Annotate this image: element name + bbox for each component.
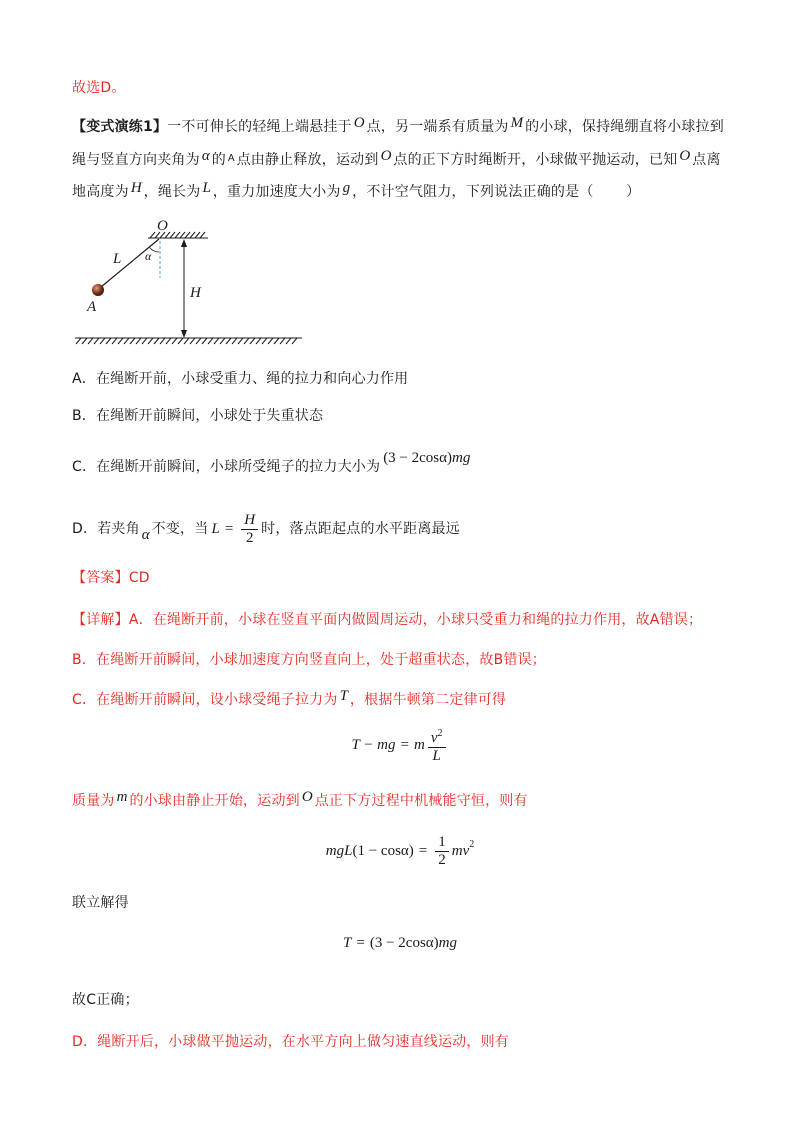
- var-v: v: [430, 730, 438, 746]
- explanation-text: 质量为: [72, 793, 115, 809]
- answer-label: 【答案】: [72, 570, 129, 586]
- ground-hatch-mark: [232, 338, 237, 344]
- stem-text: ，不计空气阻力，下列说法正确的是（ ）: [352, 184, 641, 200]
- fraction-numerator: [428, 725, 446, 747]
- height-arrow-top: [181, 239, 187, 247]
- rope: [101, 239, 159, 287]
- ground-hatch-mark: [250, 338, 255, 344]
- equals-sign: =: [356, 934, 365, 951]
- ground-hatch-mark: [160, 338, 165, 344]
- equation-tension-result: [0, 921, 800, 965]
- formula-paren: (3 − 2cosα): [383, 450, 452, 466]
- ground-hatch-mark: [178, 338, 183, 344]
- option-b: [72, 406, 323, 426]
- stem-text: 的: [211, 152, 226, 168]
- math-var-alpha: α: [141, 527, 150, 543]
- explanation-d-intro: [72, 1032, 509, 1052]
- ground-hatch-mark: [184, 338, 189, 344]
- ceiling-hatch-mark: [150, 232, 155, 238]
- ground-hatch-mark: [244, 338, 249, 344]
- explanation-combine-text: 联立解得: [72, 895, 129, 911]
- figure-label-O: O: [157, 218, 168, 234]
- ground-hatch-mark: [268, 338, 273, 344]
- math-var-O: O: [353, 115, 365, 131]
- ground-hatch-mark: [130, 338, 135, 344]
- explanation-text: 点正下方过程中机械能守恒，则有: [314, 793, 528, 809]
- height-arrow-bottom: [181, 330, 187, 338]
- explanation-c-conclusion: [72, 990, 139, 1010]
- option-d: [72, 509, 460, 549]
- ceiling-hatch-mark: [200, 232, 205, 238]
- option-c-text: C．在绳断开前瞬间，小球所受绳子的拉力大小为: [72, 459, 381, 475]
- explanation-combine: [72, 893, 129, 913]
- ground-hatch-mark: [166, 338, 171, 344]
- ground-hatch-mark: [292, 338, 297, 344]
- math-var-m: m: [116, 789, 128, 805]
- ground-hatch-mark: [76, 338, 81, 344]
- exponent: 2: [469, 838, 475, 850]
- figure-label-L: L: [113, 251, 122, 267]
- fraction-numerator: H: [244, 511, 256, 528]
- stem-text: ，绳长为: [143, 184, 201, 200]
- option-d-text: 时，落点距起点的水平距离最远: [261, 521, 460, 537]
- ground-hatch-mark: [208, 338, 213, 344]
- ground-hatch-mark: [148, 338, 153, 344]
- eq3-paren: (3 − 2cosα): [369, 934, 439, 951]
- math-var-O: O: [380, 148, 392, 164]
- ground-hatch-mark: [88, 338, 93, 344]
- explanation-d-text: D．绳断开后，小球做平抛运动，在水平方向上做匀速直线运动，则有: [72, 1034, 509, 1050]
- math-var-M: M: [510, 115, 524, 131]
- explanation-b-text: B．在绳断开前瞬间，小球加速度方向竖直向上，处于超重状态，故B错误；: [72, 652, 547, 668]
- fraction-denominator: 2: [435, 851, 449, 869]
- ground-hatch-mark: [190, 338, 195, 344]
- explanation-text: 的小球由静止开始，运动到: [129, 793, 300, 809]
- explanation-text: C．在绳断开前瞬间，设小球受绳子拉力为: [72, 692, 338, 708]
- stem-text: ，重力加速度大小为: [212, 184, 341, 200]
- ceiling-hatch-mark: [175, 232, 180, 238]
- previous-conclusion: [72, 78, 126, 98]
- eq3-tail: mg: [438, 934, 457, 951]
- math-var-A: A: [227, 153, 235, 164]
- ceiling-hatch-mark: [185, 232, 190, 238]
- ground-hatch-mark: [256, 338, 261, 344]
- stem-text: 绳与竖直方向夹角为: [72, 152, 200, 168]
- math-var-L: L: [211, 521, 220, 537]
- eq3-lhs: T: [343, 934, 352, 951]
- explanation-a: [72, 610, 702, 630]
- stem-text: 地高度为: [72, 184, 129, 200]
- option-c-formula: [383, 448, 470, 468]
- ground-hatch-mark: [154, 338, 159, 344]
- eq1-lhs: T − mg: [351, 736, 396, 753]
- option-a-text: A．在绳断开前，小球受重力、绳的拉力和向心力作用: [72, 371, 409, 387]
- math-var-H: H: [130, 180, 142, 196]
- stem-text: 点由静止释放，运动到: [236, 152, 379, 168]
- ground-hatch-mark: [274, 338, 279, 344]
- ground-hatch-mark: [226, 338, 231, 344]
- ground-hatch-mark: [124, 338, 129, 344]
- equation-energy-conservation: [0, 829, 800, 873]
- ground-hatch-mark: [118, 338, 123, 344]
- ground-hatch-mark: [280, 338, 285, 344]
- stem-text: 的小球，保持绳绷直将小球拉到: [525, 119, 724, 135]
- fraction-H-over-2: [241, 512, 258, 547]
- math-var-O: O: [679, 148, 691, 164]
- math-var-T: T: [339, 688, 348, 704]
- ground-hatch-mark: [220, 338, 225, 344]
- explanation-b: [72, 650, 546, 670]
- problem-stem-line-1: [72, 117, 724, 137]
- stem-text: 点的正下方时绳断开，小球做平抛运动，已知: [393, 152, 678, 168]
- eq2-paren: (1 − cosα): [352, 842, 414, 859]
- ground-hatch-mark: [112, 338, 117, 344]
- ground-hatch-mark: [286, 338, 291, 344]
- explanation-text: ，根据牛顿第二定律可得: [349, 692, 507, 708]
- option-d-text: D．若夹角: [72, 521, 140, 537]
- eq2-lhs: mgL: [325, 842, 353, 859]
- ground-hatch-mark: [94, 338, 99, 344]
- problem-stem-line-2: [72, 150, 721, 170]
- explanation-c-intro: [72, 690, 506, 710]
- ground-hatch-mark: [262, 338, 267, 344]
- problem-stem-line-3: [72, 182, 640, 202]
- explanation-label: 【详解】: [72, 612, 129, 628]
- equals-sign: =: [224, 521, 234, 537]
- problem-label: 【变式演练1】: [72, 119, 168, 135]
- answer-value: CD: [128, 570, 150, 586]
- ground-hatch-mark: [172, 338, 177, 344]
- ground: [75, 338, 302, 344]
- option-c: [72, 450, 471, 477]
- ceiling-hatch-mark: [195, 232, 200, 238]
- ceiling-hatch-mark: [180, 232, 185, 238]
- equation-newton-second-law: [0, 723, 800, 767]
- ground-hatch-mark: [142, 338, 147, 344]
- explanation-energy-intro: [72, 791, 528, 811]
- eq2-rhs: mv: [451, 842, 470, 859]
- ground-hatch-mark: [214, 338, 219, 344]
- ground-hatch-mark: [82, 338, 87, 344]
- stem-text: 点，另一端系有质量为: [366, 119, 509, 135]
- figure-label-A: A: [87, 299, 97, 315]
- pendulum-figure: [70, 215, 305, 350]
- stem-text: 点离: [692, 152, 721, 168]
- option-d-text: 不变，当: [151, 521, 209, 537]
- explanation-c-conclusion-text: 故C正确；: [72, 992, 139, 1008]
- equals-sign: =: [400, 736, 409, 753]
- fraction-one-half: [435, 834, 449, 869]
- ground-hatch-mark: [196, 338, 201, 344]
- ground-hatch-mark: [106, 338, 111, 344]
- fraction-denominator: 2: [241, 529, 258, 547]
- option-a: [72, 369, 408, 389]
- equals-sign: =: [418, 842, 428, 859]
- fraction-v2-over-L: [428, 725, 446, 765]
- ball-A: [92, 284, 104, 296]
- ground-hatch-mark: [100, 338, 105, 344]
- option-b-text: B．在绳断开前瞬间，小球处于失重状态: [72, 408, 324, 424]
- eq1-coef: m: [413, 736, 425, 753]
- answer-line: [72, 568, 150, 588]
- explanation-a-text: A．在绳断开前，小球在竖直平面内做圆周运动，小球只受重力和绳的拉力作用，故A错误；: [128, 612, 703, 628]
- exponent: 2: [437, 728, 443, 739]
- math-var-g: g: [342, 180, 351, 196]
- stem-text: 一不可伸长的轻绳上端悬挂于: [167, 119, 352, 135]
- ceiling-hatch-mark: [190, 232, 195, 238]
- ground-hatch-mark: [202, 338, 207, 344]
- figure-label-alpha: α: [145, 249, 152, 263]
- math-var-alpha: α: [201, 148, 210, 164]
- ground-hatch-mark: [238, 338, 243, 344]
- formula-tail: mg: [452, 450, 471, 466]
- ground-hatch-mark: [136, 338, 141, 344]
- fraction-denominator: L: [428, 747, 446, 765]
- math-var-O: O: [301, 789, 313, 805]
- fraction-numerator: 1: [438, 833, 446, 850]
- ceiling-hatch-mark: [170, 232, 175, 238]
- previous-conclusion-text: 故选D。: [72, 80, 126, 96]
- math-var-L: L: [202, 180, 211, 196]
- figure-label-H: H: [190, 285, 201, 301]
